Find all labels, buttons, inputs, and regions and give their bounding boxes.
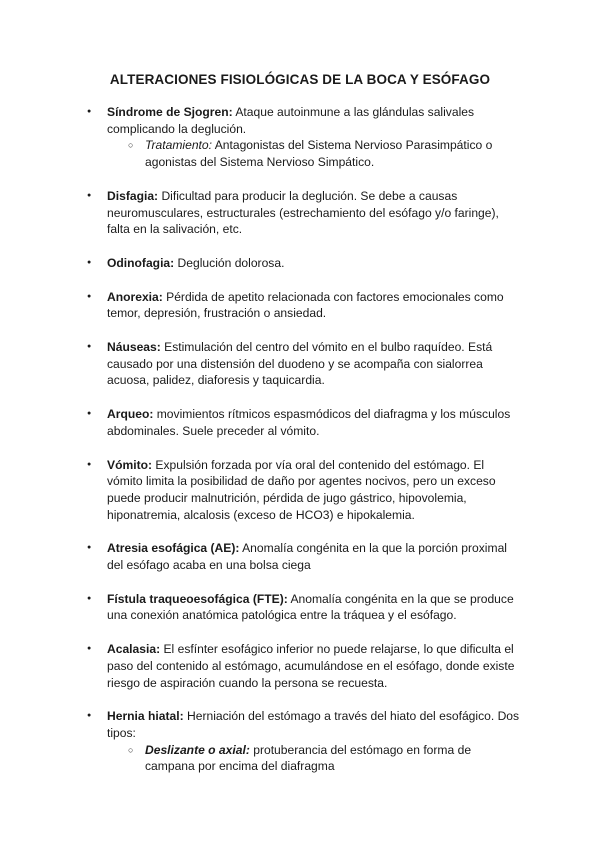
item-text: Anomalía congénita en la que se produce una conexión anatómica patológica entre la tráquea y el esófago. xyxy=(107,591,514,623)
item-text: movimientos rítmicos espasmódicos del diafragma y los músculos abdominales. Suele preceder al vómito. xyxy=(107,407,511,438)
sub-item-text: Antagonistas del Sistema Nervioso Parasimpático o agonistas del Sistema Nervioso Simpático. xyxy=(145,138,493,170)
sub-item-term: Tratamiento: xyxy=(145,138,212,153)
item-term: Disfagia: xyxy=(107,188,159,203)
item-text: Herniación del estómago a través del hiato del esofágico. Dos tipos: xyxy=(107,709,520,740)
item-term: Acalasia: xyxy=(107,642,161,657)
sub-item-term: Deslizante o axial: xyxy=(145,742,250,757)
list-item-disfagia xyxy=(107,188,522,238)
list-item-nauseas xyxy=(107,339,522,389)
sub-item-deslizante xyxy=(145,742,522,775)
list-item-arqueo xyxy=(107,406,522,439)
list-item-odinofagia xyxy=(107,255,522,272)
item-term: Atresia esofágica (AE): xyxy=(107,541,240,556)
item-term: Vómito: xyxy=(107,457,153,472)
item-term: Arqueo: xyxy=(107,407,154,422)
item-term: Síndrome de Sjogren: xyxy=(107,105,233,119)
item-text: Pérdida de apetito relacionada con factores emocionales como temor, depresión, frustración o ansiedad. xyxy=(107,289,504,321)
list-item-hernia-hiatal xyxy=(107,708,522,775)
item-text: El esfínter esofágico inferior no puede relajarse, lo que dificulta el paso del contenido al estómago, acumulándose en el esófago, donde existe riesgo de aspiración cuando la persona se recuesta. xyxy=(107,642,515,690)
list-item-acalasia xyxy=(107,641,522,691)
item-text: Estimulación del centro del vómito en el bulbo raquídeo. Está causado por una distensión del duodeno y se acompaña con sialorrea acuosa, palidez, diaforesis y taquicardia. xyxy=(107,340,493,388)
item-text: Ataque autoinmune a las glándulas salivales complicando la deglución. xyxy=(107,105,475,136)
list-item-fistula xyxy=(107,591,522,624)
sub-item-tratamiento xyxy=(145,137,522,170)
list-item-sjogren xyxy=(107,104,522,171)
item-term: Fístula traqueoesofágica (FTE): xyxy=(107,591,288,606)
item-text: Anomalía congénita en la que la porción proximal del esófago acaba en una bolsa ciega xyxy=(107,541,507,573)
item-term: Odinofagia: xyxy=(107,255,175,270)
sub-item-text: protuberancia del estómago en forma de campana por encima del diafragma xyxy=(145,742,472,774)
page-title: ALTERACIONES FISIOLÓGICAS DE LA BOCA Y ESÓFAGO xyxy=(109,72,491,87)
item-term: Hernia hiatal: xyxy=(107,709,184,724)
item-text: Deglución dolorosa. xyxy=(174,255,285,270)
list-item-atresia xyxy=(107,540,522,573)
item-text: Expulsión forzada por vía oral del contenido del estómago. El vómito limita la posibilidad de daño por agentes nocivos, pero un exceso puede producir malnutrición, pérdida de jugo gástrico, hipovolemia, hiponatremia, alcalosis (exceso de HCO3) e hipokalemia. xyxy=(107,457,496,522)
definition-list xyxy=(107,104,522,792)
item-text: Dificultad para producir la deglución. Se debe a causas neuromusculares, estructurales (estrechamiento del esófago y/o faringe), falta en la salivación, etc. xyxy=(107,188,499,237)
list-item-anorexia xyxy=(107,289,522,322)
item-term: Náuseas: xyxy=(107,340,161,355)
item-term: Anorexia: xyxy=(107,289,163,304)
list-item-vomito xyxy=(107,457,522,524)
